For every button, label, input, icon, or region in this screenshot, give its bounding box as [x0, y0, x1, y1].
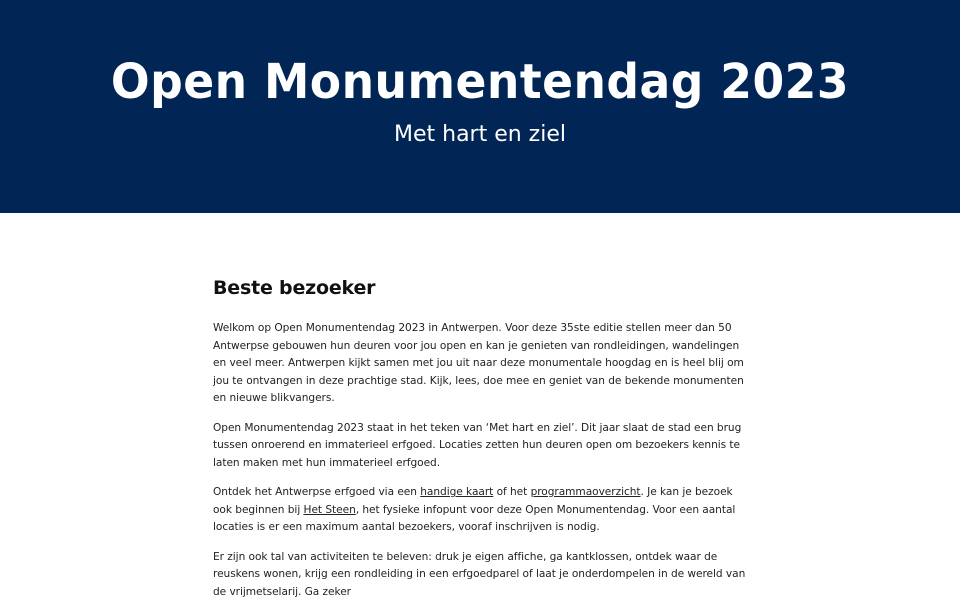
page-title: Open Monumentendag 2023	[110, 54, 850, 110]
main-content	[213, 274, 753, 613]
discover-text-2: of het	[493, 486, 531, 498]
discover-text-4: , het fysieke infopunt voor deze Open Monumentendag. Voor een aantal locaties is er een maximum aantal bezoekers, vooraf inschrijven is nodig.	[213, 503, 736, 533]
section-heading: Beste bezoeker	[213, 277, 376, 299]
discover-text-3: . Je kan je bezoek ook beginnen bij	[213, 486, 733, 516]
hero-banner	[0, 0, 960, 213]
discover-paragraph	[213, 484, 753, 537]
discover-text-1: Ontdek het Antwerpse erfgoed via een	[213, 486, 421, 498]
page-subtitle: Met hart en ziel	[393, 122, 566, 147]
intro-paragraph: Welkom op Open Monumentendag 2023 in Antwerpen. Voor deze 35ste editie stellen meer dan 50 Antwerpse gebouwen hun deuren voor jou open en kan je genieten van rondleidingen, wandelingen en veel meer. Antwerpen kijkt samen met jou uit naar deze monumentale hoogdag en is heel blij om jou te ontvangen in deze prachtige stad. Kijk, lees, doe mee en geniet van de bekende monumenten en nieuwe blikvangers.	[213, 322, 744, 404]
activities-paragraph: Er zijn ook tal van activiteiten te beleven: druk je eigen affiche, ga kantklossen, ontdek waar de reuskens wonen, krijg een rondleiding in een erfgoedparel of laat je onderdompelen in de wereld van de vrijmetselarij. Ga zeker	[213, 550, 746, 598]
program-overview-link[interactable]: programmaoverzicht	[530, 486, 641, 498]
handy-map-link[interactable]: handige kaart	[420, 486, 494, 498]
het-steen-link[interactable]: Het Steen	[303, 503, 356, 516]
theme-paragraph: Open Monumentendag 2023 staat in het teken van ‘Met hart en ziel’. Dit jaar slaat de stad een brug tussen onroerend en immaterieel erfgoed. Locaties zetten hun deuren open om bezoekers kennis te laten maken met hun immaterieel erfgoed.	[213, 421, 742, 469]
